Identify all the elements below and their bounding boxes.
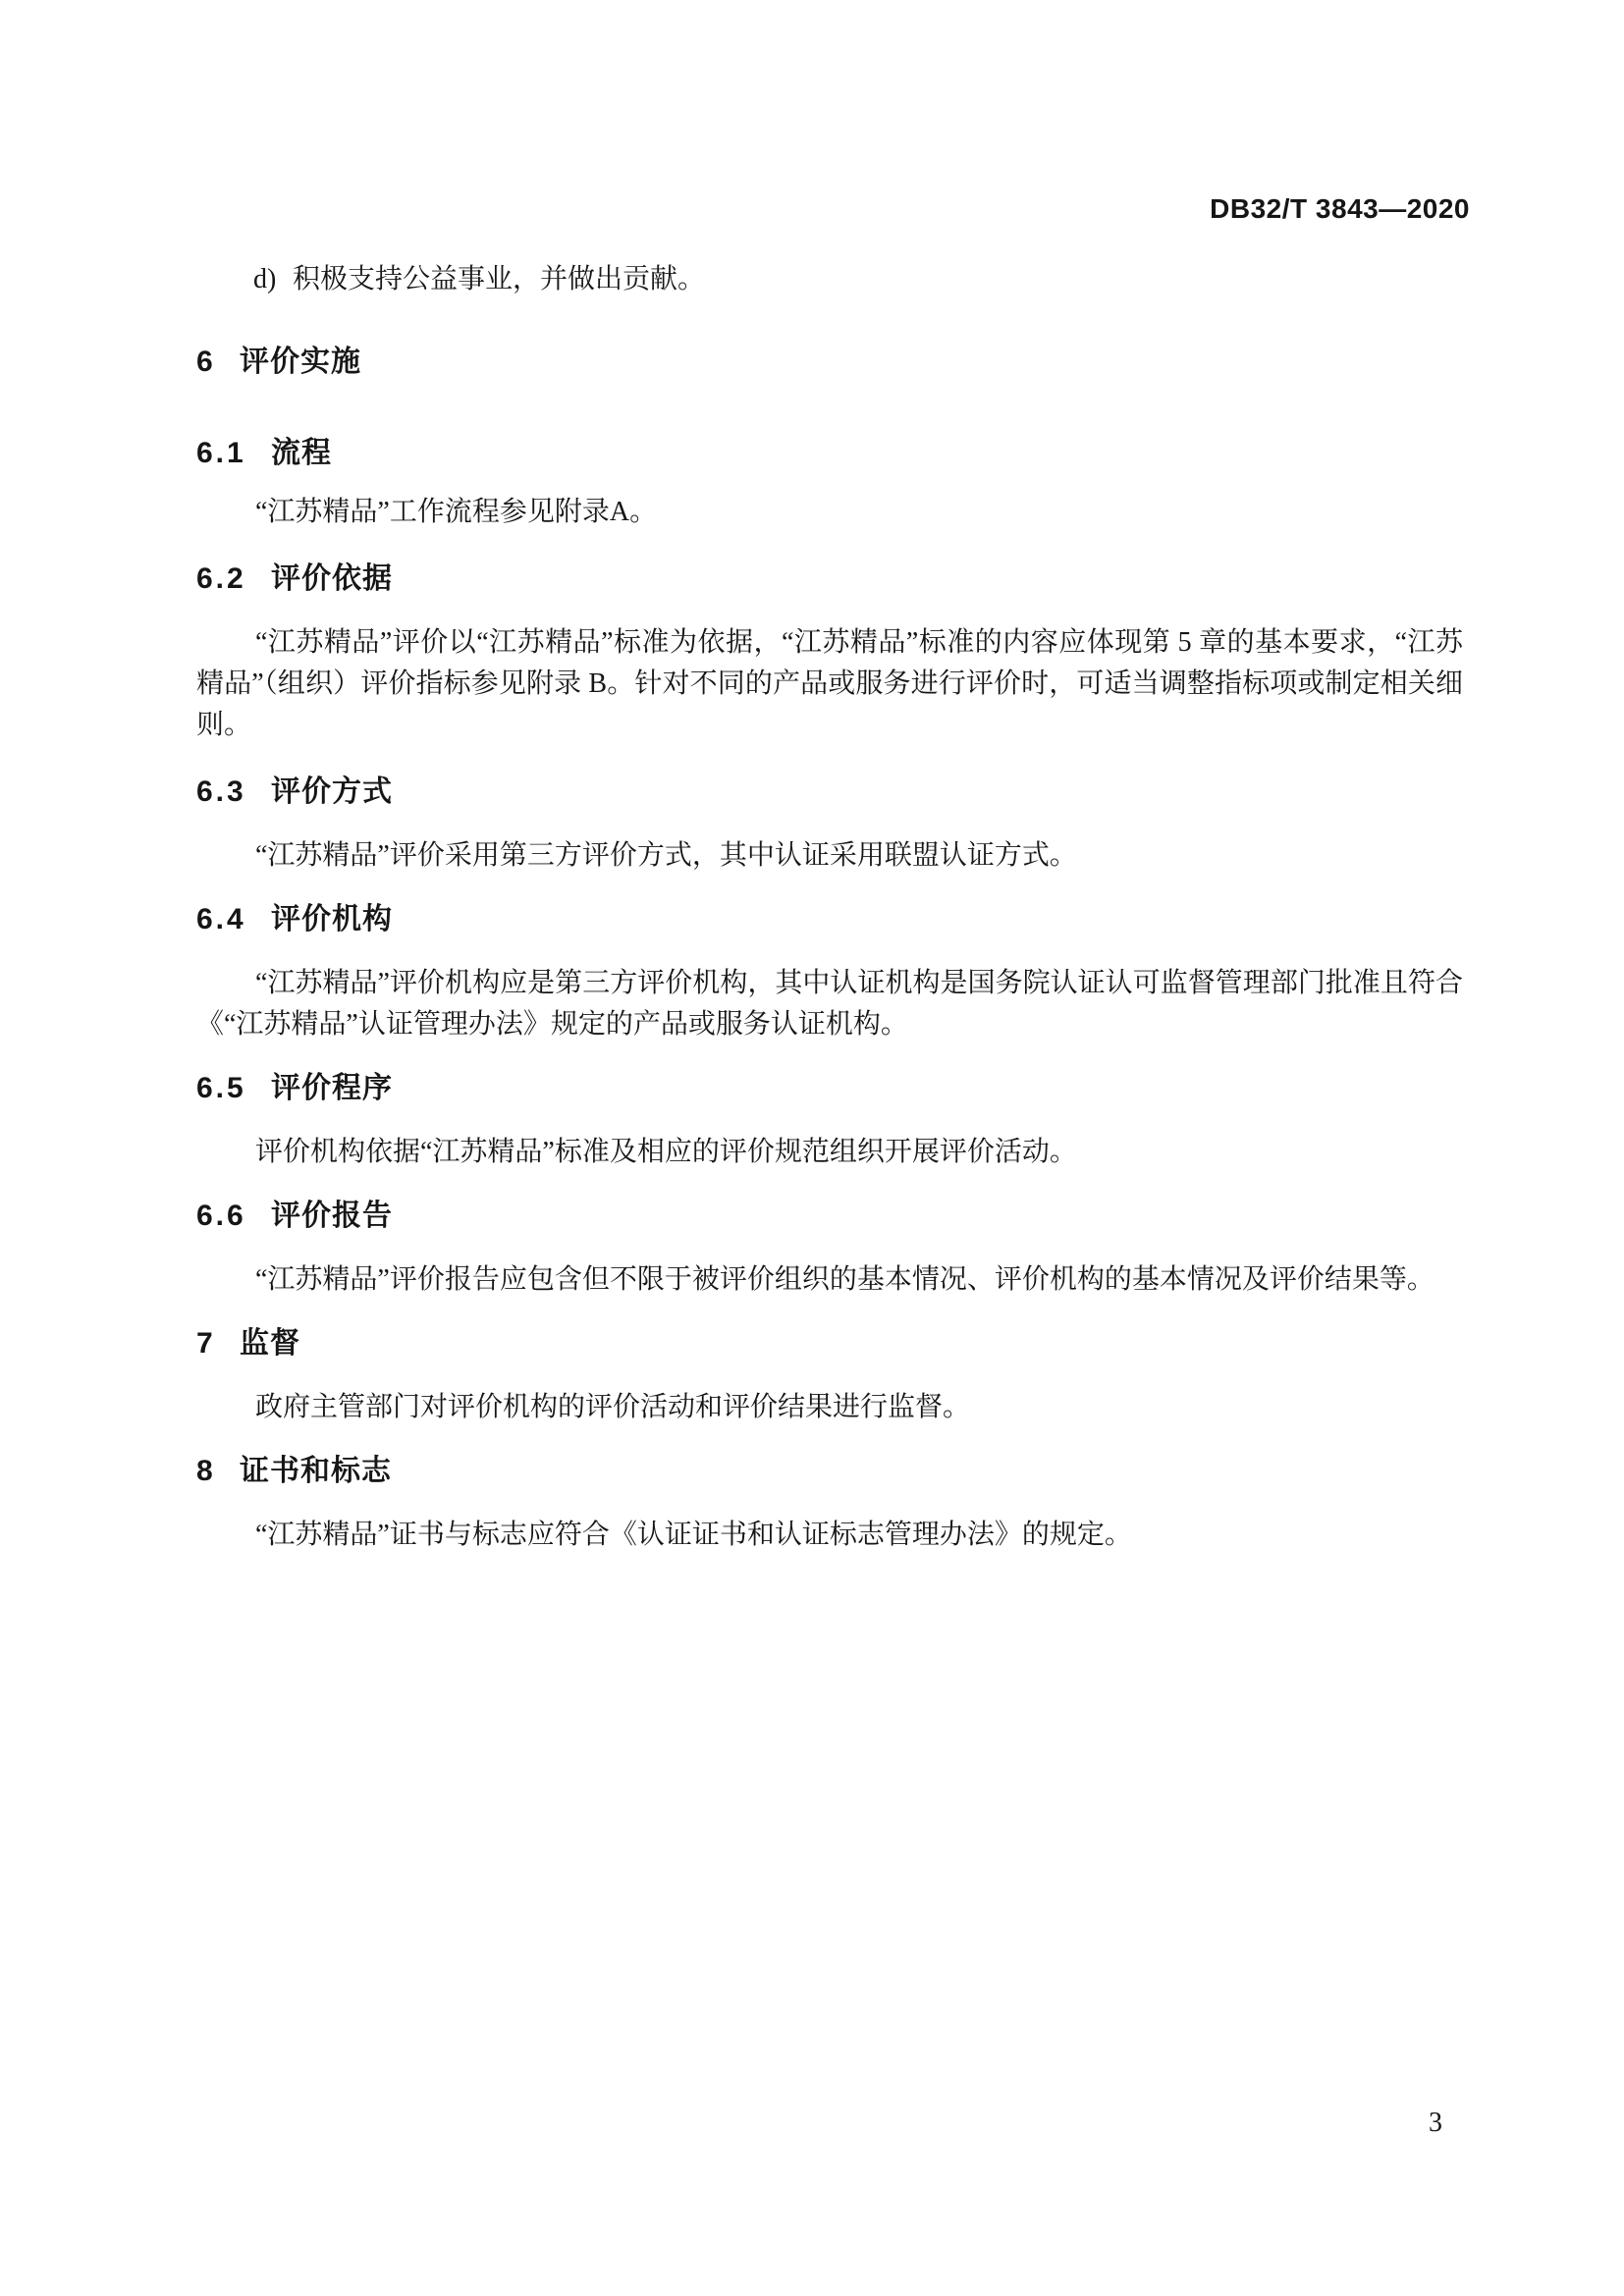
paragraph-6-3: “江苏精品”评价采用第三方评价方式，其中认证采用联盟认证方式。 [255,840,1077,871]
paragraph-6-2: “江苏精品”评价以“江苏精品”标准为依据，“江苏精品”标准的内容应体现第 5 章的基本要求，“江苏精品”（组织）评价指标参见附录 B。针对不同的产品或服务进行评价时，可适当调整指标项或制定相关细则。 [196,627,1463,740]
paragraph-6-5: 评价机构依据“江苏精品”标准及相应的评价规范组织开展评价活动。 [255,1137,1077,1167]
heading-6-3-evaluation-method [196,772,1463,813]
heading-8-certificate-and-mark [196,1451,1463,1492]
paragraph-6-4: “江苏精品”评价机构应是第三方评价机构，其中认证机构是国务院认证认可监督管理部门批准且符合《“江苏精品”认证管理办法》规定的产品或服务认证机构。 [196,968,1463,1040]
document-header [196,188,1470,235]
heading-6-2-evaluation-basis [196,559,1463,600]
paragraph-7: 政府主管部门对评价机构的评价活动和评价结果进行监督。 [255,1392,971,1422]
heading-7-title: 监督 [240,1327,300,1360]
list-item-d-text: 积极支持公益事业，并做出贡献。 [293,264,706,294]
page-number: 3 [1429,2108,1442,2138]
heading-8-number: 8 [196,1455,215,1487]
heading-6-title: 评价实施 [240,346,361,378]
heading-6-1-title: 流程 [271,437,332,469]
heading-6-6-number: 6.6 [196,1200,246,1232]
heading-6-number: 6 [196,346,215,378]
heading-6-6-evaluation-report [196,1196,1463,1237]
document-body [196,230,1463,1556]
paragraph-6-1: “江苏精品”工作流程参见附录A。 [255,497,658,527]
heading-6-3-number: 6.3 [196,775,246,808]
heading-6-5-evaluation-procedure [196,1068,1463,1109]
heading-6-1-number: 6.1 [196,437,246,469]
heading-6-5-title: 评价程序 [271,1072,393,1104]
list-item-d-label: d) [253,264,277,294]
heading-6-evaluation-implementation [196,342,1463,383]
paragraph-8: “江苏精品”证书与标志应符合《认证证书和认证标志管理办法》的规定。 [255,1520,1132,1550]
heading-6-6-title: 评价报告 [271,1200,393,1232]
heading-6-4-evaluation-organization [196,899,1463,940]
heading-7-number: 7 [196,1327,215,1360]
heading-6-2-number: 6.2 [196,562,246,595]
list-item-d [196,259,1463,300]
standard-number: DB32/T 3843—2020 [1210,193,1470,224]
paragraph-6-6: “江苏精品”评价报告应包含但不限于被评价组织的基本情况、评价机构的基本情况及评价结果等。 [255,1264,1435,1295]
heading-6-5-number: 6.5 [196,1072,246,1104]
heading-6-1-process [196,433,1463,474]
heading-6-4-number: 6.4 [196,903,246,935]
heading-7-supervision [196,1323,1463,1364]
heading-6-3-title: 评价方式 [271,775,393,808]
heading-8-title: 证书和标志 [240,1455,392,1487]
heading-6-2-title: 评价依据 [271,562,393,595]
heading-6-4-title: 评价机构 [271,903,393,935]
